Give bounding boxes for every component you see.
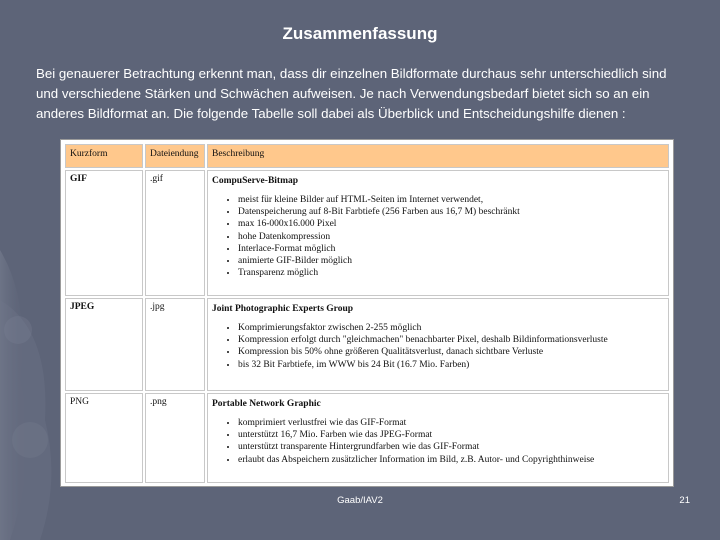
cell-endung: .png <box>145 393 205 483</box>
format-table-frame <box>60 139 674 487</box>
list-item: • hohe Datenkompression <box>238 231 664 243</box>
table-row <box>65 170 669 296</box>
page-number: 21 <box>679 495 690 506</box>
cell-beschreibung <box>207 298 669 391</box>
list-item: • erlaubt das Abspeichern zusätzlicher Information im Bild, z.B. Autor- und Copyrighthinweise <box>238 454 664 466</box>
header-dateiendung: Dateiendung <box>145 144 205 168</box>
list-item: • Transparenz möglich <box>238 267 664 279</box>
table-row <box>65 298 669 391</box>
list-item: • Datenspeicherung auf 8-Bit Farbtiefe (256 Farben aus 16,7 M) beschränkt <box>238 206 664 218</box>
header-kurzform: Kurzform <box>65 144 143 168</box>
slide-title: Zusammenfassung <box>282 24 438 43</box>
list-item: • bis 32 Bit Farbtiefe, im WWW bis 24 Bit (16.7 Mio. Farben) <box>238 359 664 371</box>
list-item: • Interlace-Format möglich <box>238 243 664 255</box>
cell-beschreibung <box>207 393 669 483</box>
cell-kurzform: PNG <box>65 393 143 483</box>
cell-endung: .gif <box>145 170 205 296</box>
cell-kurzform: GIF <box>65 170 143 296</box>
table-row <box>65 393 669 483</box>
list-item: • Kompression erfolgt durch "gleichmachen" benachbarter Pixel, deshalb Bildinformationsverluste <box>238 334 664 346</box>
list-item: • unterstützt transparente Hintergrundfarben wie das GIF-Format <box>238 441 664 453</box>
table-header-row <box>65 144 669 168</box>
header-beschreibung: Beschreibung <box>207 144 669 168</box>
format-title: Joint Photographic Experts Group <box>212 304 354 314</box>
list-item: • Kompression bis 50% ohne größeren Qualitätsverlust, danach sichtbare Verluste <box>238 346 664 358</box>
cell-kurzform: JPEG <box>65 298 143 391</box>
list-item: • Komprimierungsfaktor zwischen 2-255 möglich <box>238 322 664 334</box>
feature-list <box>212 194 664 279</box>
feature-list <box>212 322 664 371</box>
intro-paragraph: Bei genauerer Betrachtung erkennt man, dass dir einzelnen Bildformate durchaus sehr unterschiedlich sind und verschiedene Stärken und Schwächen aufweisen. Je nach Verwendungsbedarf bietet sich so an ein anderes Bildformat an. Die folgende Tabelle soll dabei als Überblick und Entscheidungshilfe dienen : <box>36 66 667 121</box>
feature-list <box>212 417 664 466</box>
cell-beschreibung <box>207 170 669 296</box>
list-item: • animierte GIF-Bilder möglich <box>238 255 664 267</box>
list-item: • max 16-000x16.000 Pixel <box>238 218 664 230</box>
list-item: • komprimiert verlustfrei wie das GIF-Format <box>238 417 664 429</box>
format-title: Portable Network Graphic <box>212 399 321 409</box>
list-item: • unterstützt 16,7 Mio. Farben wie das JPEG-Format <box>238 429 664 441</box>
list-item: • meist für kleine Bilder auf HTML-Seiten im Internet verwendet, <box>238 194 664 206</box>
cell-endung: .jpg <box>145 298 205 391</box>
format-table <box>63 142 671 485</box>
footer-author: Gaab/IAV2 <box>337 495 383 506</box>
format-title: CompuServe-Bitmap <box>212 176 299 186</box>
